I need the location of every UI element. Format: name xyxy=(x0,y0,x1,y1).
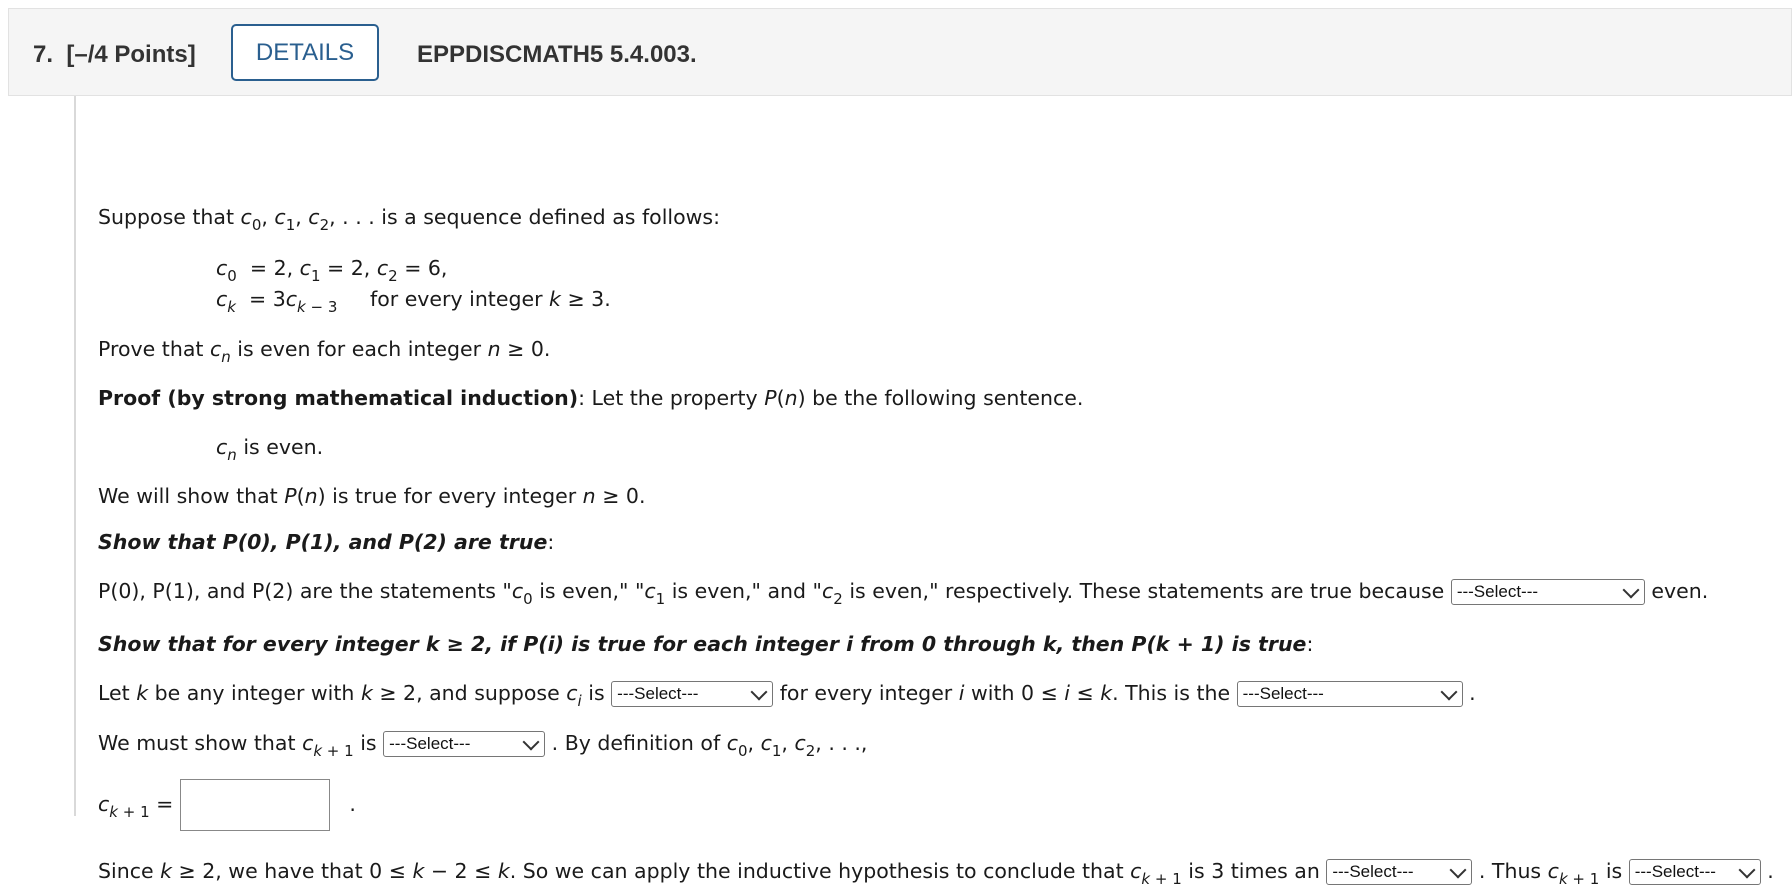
prove-statement: Prove that $c_n$ is even for each integer n ≥ 0. xyxy=(98,337,551,366)
base-case-heading: Show that P(0), P(1), and P(2) are true: xyxy=(98,530,555,554)
details-button[interactable]: DETAILS xyxy=(231,24,379,81)
definition-line-1: $c_0 = 2$, $c_1 = 2$, $c_2 = 6$, xyxy=(216,256,448,285)
chevron-down-icon xyxy=(1738,861,1755,878)
question-header xyxy=(8,8,1792,96)
question-id: EPPDISCMATH5 5.4.003. xyxy=(417,41,697,68)
question-body xyxy=(74,96,1792,888)
conclusion-line: Since k ≥ 2, we have that 0 ≤ k − 2 ≤ k. So we can apply the inductive hypothesis to conclude that $c_{k + 1}$ is 3 times an ---Select--- . Thus $c_{k + 1}$ is ---Select--- . xyxy=(98,859,1774,888)
chevron-down-icon xyxy=(751,683,768,700)
inductive-hypothesis-line: Let k be any integer with k ≥ 2, and suppose $c_i$ is ---Select--- for every integer i with 0 ≤ i ≤ k. This is the ---Select--- . xyxy=(98,681,1476,710)
ck1-definition-line: $c_{k + 1}$ = . xyxy=(98,779,356,831)
times-an-select[interactable]: ---Select--- xyxy=(1326,859,1472,885)
ci-parity-select[interactable]: ---Select--- xyxy=(611,681,773,707)
chevron-down-icon xyxy=(1450,861,1467,878)
base-case-reason-select[interactable]: ---Select--- xyxy=(1451,579,1645,605)
ck1-expression-input[interactable] xyxy=(180,779,330,831)
proof-intro: Proof (by strong mathematical induction): Let the property P(n) be the following sentence. xyxy=(98,386,1084,410)
chevron-down-icon xyxy=(1622,581,1639,598)
chevron-down-icon xyxy=(1440,683,1457,700)
ck1-parity-select[interactable]: ---Select--- xyxy=(383,731,545,757)
hypothesis-name-select[interactable]: ---Select--- xyxy=(1237,681,1463,707)
base-case-line: P(0), P(1), and P(2) are the statements "$c_0$ is even," "$c_1$ is even," and "$c_2$ is even," respectively. These statements are true because ---Select--- even. xyxy=(98,579,1709,608)
question-number: 7. [–/4 Points] xyxy=(33,41,196,68)
goal-statement: We will show that P(n) is true for every integer n ≥ 0. xyxy=(98,484,646,508)
intro-line: Suppose that $c_0$, $c_1$, $c_2$, . . . is a sequence defined as follows: xyxy=(98,205,721,234)
conclusion-parity-select[interactable]: ---Select--- xyxy=(1629,859,1761,885)
inductive-step-heading: Show that for every integer k ≥ 2, if P(i) is true for each integer i from 0 through k, then P(k + 1) is true: xyxy=(98,632,1314,656)
property-sentence: $c_n$ is even. xyxy=(216,435,324,464)
definition-line-2: $c_k = 3c_{k - 3}$ for every integer k ≥ 3. xyxy=(216,287,611,316)
chevron-down-icon xyxy=(523,733,540,750)
must-show-line: We must show that $c_{k + 1}$ is ---Select--- . By definition of $c_0$, $c_1$, $c_2$, . . ., xyxy=(98,731,868,760)
